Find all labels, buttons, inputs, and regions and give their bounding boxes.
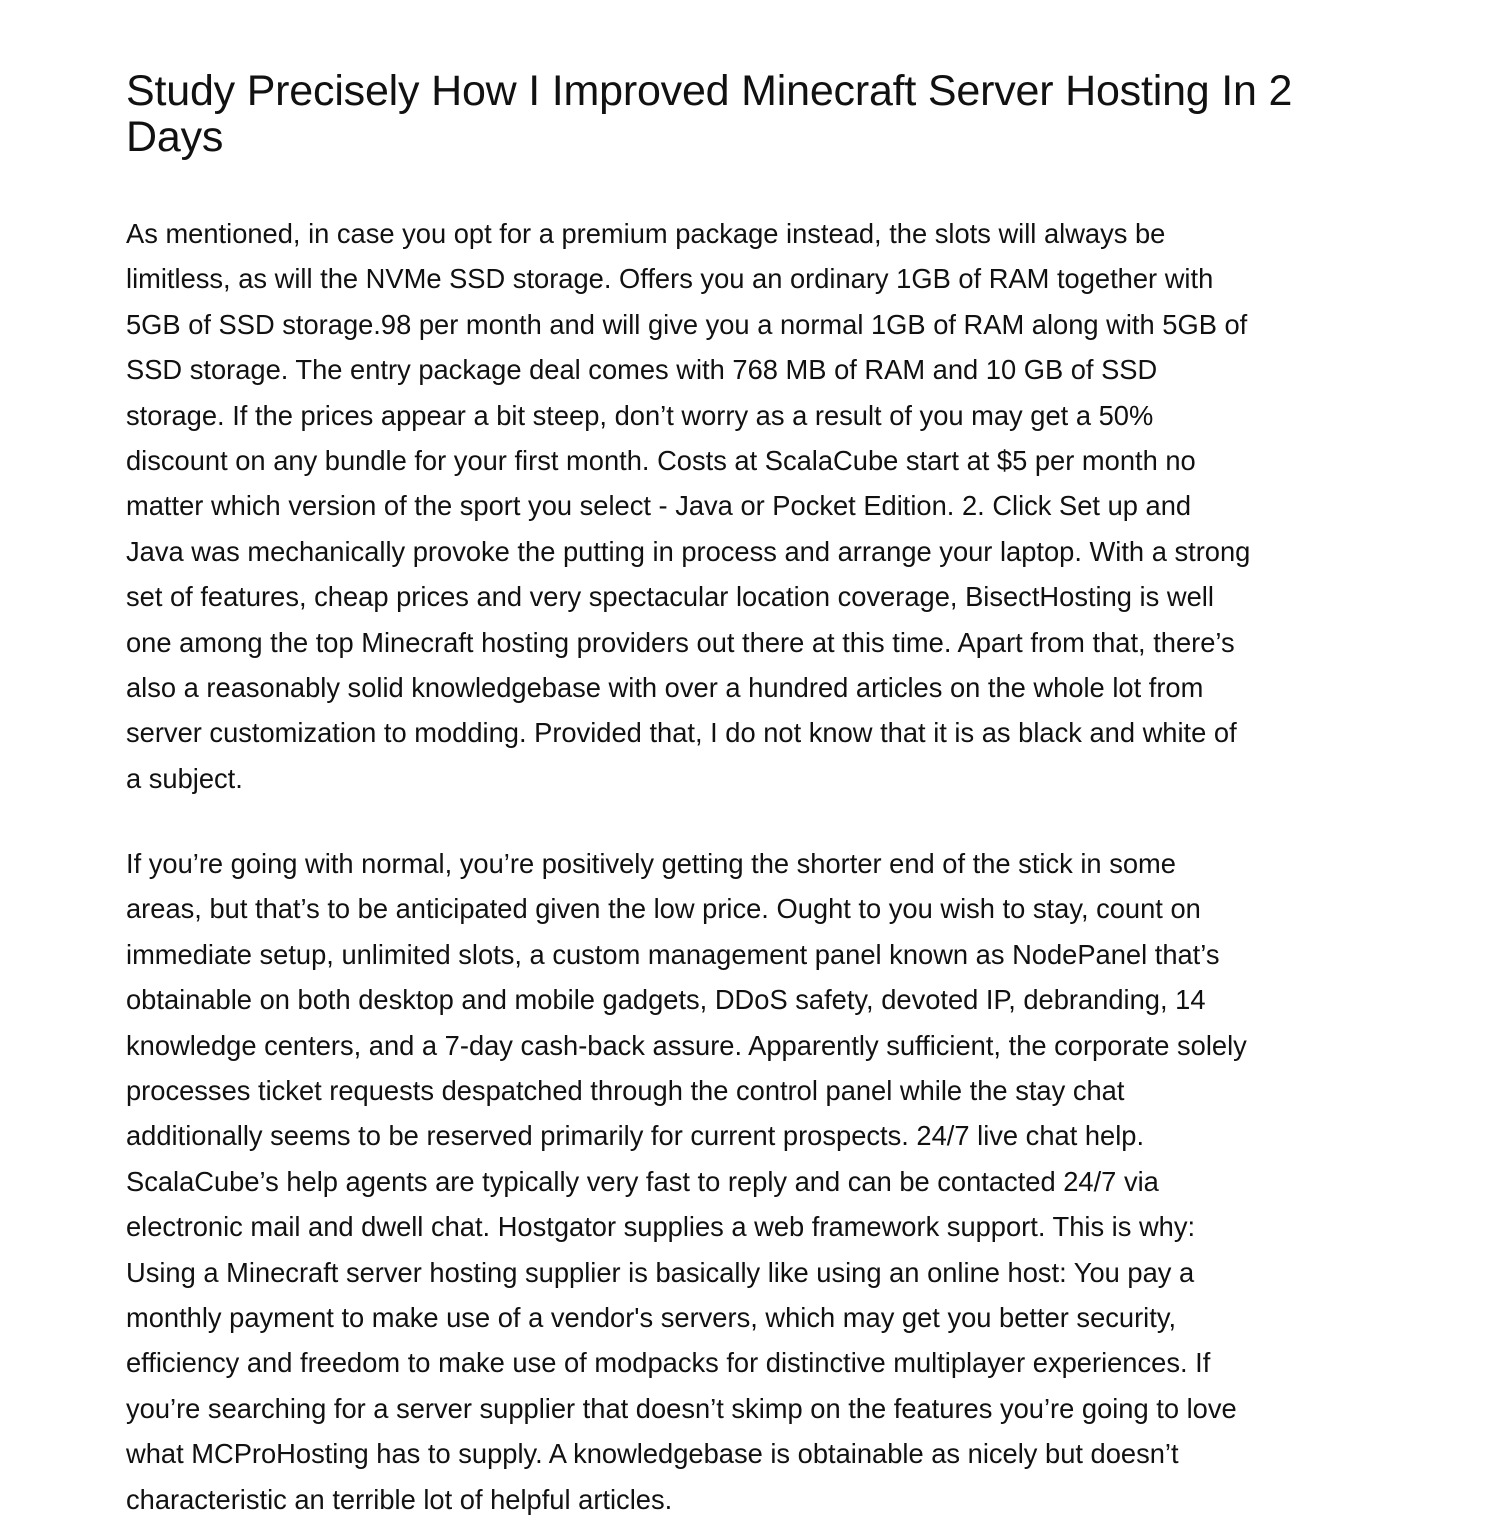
text-line: a subject.	[126, 762, 243, 794]
text-line: one among the top Minecraft hosting providers out there at this time. Apart from that, there’s	[126, 626, 1235, 658]
text-line: server customization to modding. Provided that, I do not know that it is as black and white of	[126, 717, 1237, 749]
text-line: processes ticket requests despatched through the control panel while the stay chat	[126, 1075, 1125, 1107]
text-line: obtainable on both desktop and mobile gadgets, DDoS safety, devoted IP, debranding, 14	[126, 984, 1206, 1016]
text-line: discount on any bundle for your first month. Costs at ScalaCube start at $5 per month no	[126, 445, 1196, 477]
text-line: also a reasonably solid knowledgebase with over a hundred articles on the whole lot from	[126, 672, 1204, 704]
text-line: As mentioned, in case you opt for a premium package instead, the slots will always be	[126, 218, 1166, 249]
text-line: limitless, as will the NVMe SSD storage. Offers you an ordinary 1GB of RAM together with	[126, 263, 1214, 295]
text-line: knowledge centers, and a 7-day cash-back assure. Apparently sufficient, the corporate solely	[126, 1029, 1247, 1061]
text-line: SSD storage. The entry package deal comes with 768 MB of RAM and 10 GB of SSD	[126, 354, 1158, 386]
text-line: areas, but that’s to be anticipated given the low price. Ought to you wish to stay, count on	[126, 893, 1201, 925]
text-line: storage. If the prices appear a bit steep, don’t worry as a result of you may get a 50%	[126, 399, 1154, 431]
text-line: matter which version of the sport you select - Java or Pocket Edition. 2. Click Set up and	[126, 490, 1192, 522]
text-line: you’re searching for a server supplier that doesn’t skimp on the features you’re going to love	[126, 1392, 1237, 1424]
text-line: additionally seems to be reserved primarily for current prospects. 24/7 live chat help.	[126, 1120, 1145, 1152]
text-line: efficiency and freedom to make use of modpacks for distinctive multiplayer experiences. If	[126, 1347, 1211, 1379]
text-line: set of features, cheap prices and very spectacular location coverage, BisectHosting is well	[126, 581, 1214, 613]
body-paragraph	[126, 841, 1247, 1522]
text-line: immediate setup, unlimited slots, a custom management panel known as NodePanel that’s	[126, 938, 1220, 970]
text-line: If you’re going with normal, you’re positively getting the shorter end of the stick in some	[126, 848, 1176, 879]
text-line: electronic mail and dwell chat. Hostgator supplies a web framework support. This is why:	[126, 1211, 1196, 1243]
text-line: characteristic an terrible lot of helpful articles.	[126, 1483, 673, 1515]
text-line: ScalaCube’s help agents are typically very fast to reply and can be contacted 24/7 via	[126, 1165, 1159, 1197]
page-title	[126, 68, 1292, 160]
body-paragraph	[126, 211, 1250, 801]
text-line: Using a Minecraft server hosting supplier is basically like using an online host: You pay a	[126, 1256, 1195, 1288]
text-line: Java was mechanically provoke the putting in process and arrange your laptop. With a strong	[126, 535, 1251, 567]
text-line: monthly payment to make use of a vendor's servers, which may get you better security,	[126, 1302, 1177, 1334]
text-line: what MCProHosting has to supply. A knowledgebase is obtainable as nicely but doesn’t	[126, 1438, 1179, 1470]
title-line: Study Precisely How I Improved Minecraft Server Hosting In 2	[126, 67, 1293, 115]
text-line: 5GB of SSD storage.98 per month and will give you a normal 1GB of RAM along with 5GB of	[126, 308, 1248, 340]
title-line: Days	[126, 113, 224, 161]
